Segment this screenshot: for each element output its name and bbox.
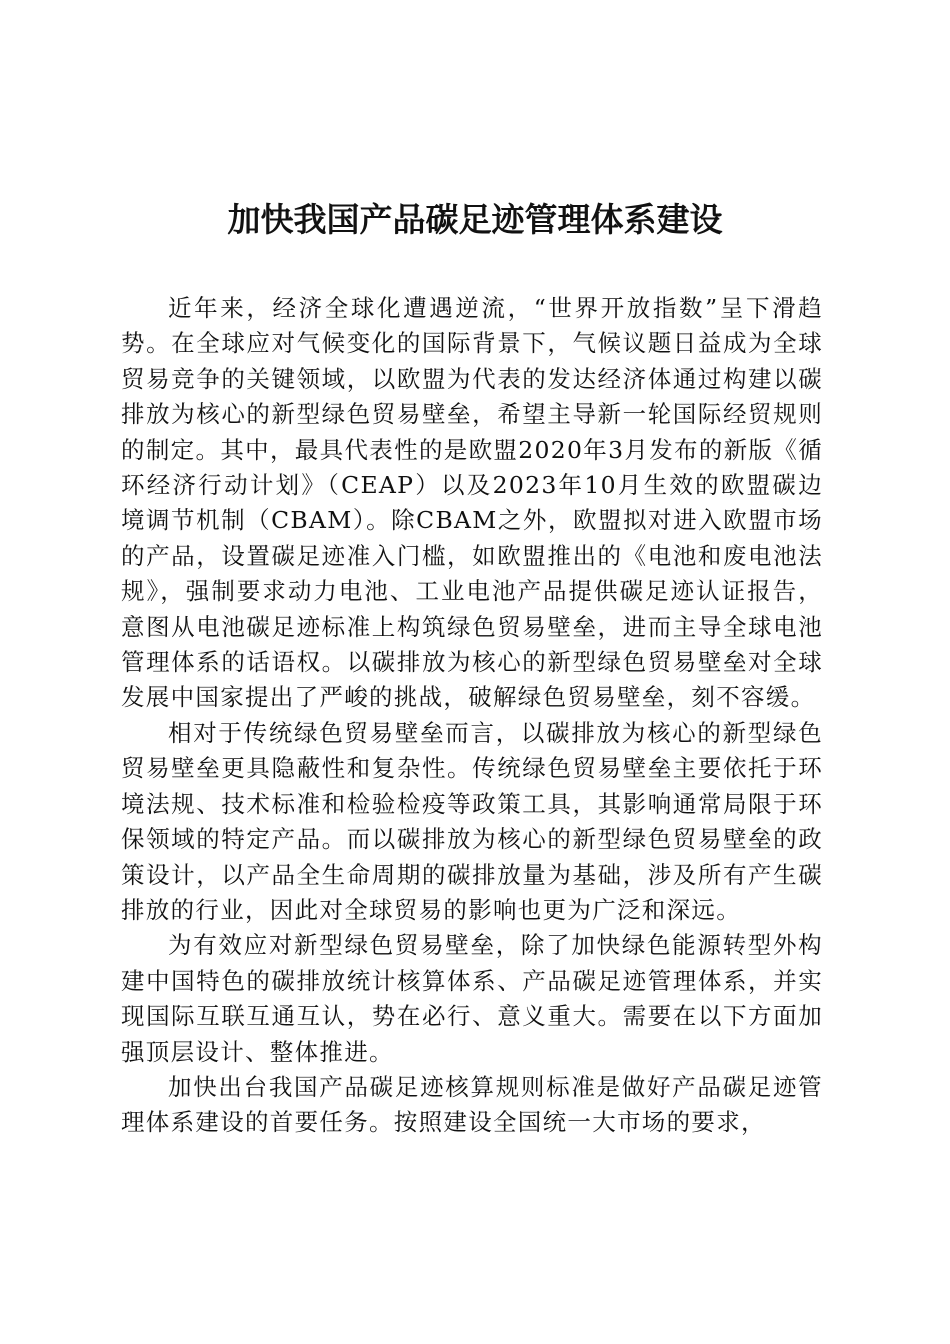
paragraph-4: 加快出台我国产品碳足迹核算规则标准是做好产品碳足迹管理体系建设的首要任务。按照建设全国统一大市场的要求， [121,1072,823,1137]
document-body [121,291,823,1141]
paragraph-3: 为有效应对新型绿色贸易壁垒，除了加快绿色能源转型外构建中国特色的碳排放统计核算体系、产品碳足迹管理体系，并实现国际互联互通互认，势在必行、意义重大。需要在以下方面加强顶层设计、整体推进。 [121,931,823,1066]
document-title: 加快我国产品碳足迹管理体系建设 [227,200,723,239]
paragraph-1: 近年来，经济全球化遭遇逆流，“世界开放指数”呈下滑趋势。在全球应对气候变化的国际背景下，气候议题日益成为全球贸易竞争的关键领域，以欧盟为代表的发达经济体通过构建以碳排放为核心的新型绿色贸易壁垒，希望主导新一轮国际经贸规则的制定。其中，最具代表性的是欧盟2020年3月发布的新版《循环经济行动计划》（CEAP）以及2023年10月生效的欧盟碳边境调节机制（CBAM）。除CBAM之外，欧盟拟对进入欧盟市场的产品，设置碳足迹准入门槛，如欧盟推出的《电池和废电池法规》，强制要求动力电池、工业电池产品提供碳足迹认证报告，意图从电池碳足迹标准上构筑绿色贸易壁垒，进而主导全球电池管理体系的话语权。以碳排放为核心的新型绿色贸易壁垒对全球发展中国家提出了严峻的挑战，破解绿色贸易壁垒，刻不容缓。 [121,294,823,712]
paragraph-2: 相对于传统绿色贸易壁垒而言，以碳排放为核心的新型绿色贸易壁垒更具隐蔽性和复杂性。传统绿色贸易壁垒主要依托于环境法规、技术标准和检验检疫等政策工具，其影响通常局限于环保领域的特定产品。而以碳排放为核心的新型绿色贸易壁垒的政策设计，以产品全生命周期的碳排放量为基础，涉及所有产生碳排放的行业，因此对全球贸易的影响也更为广泛和深远。 [121,718,823,924]
